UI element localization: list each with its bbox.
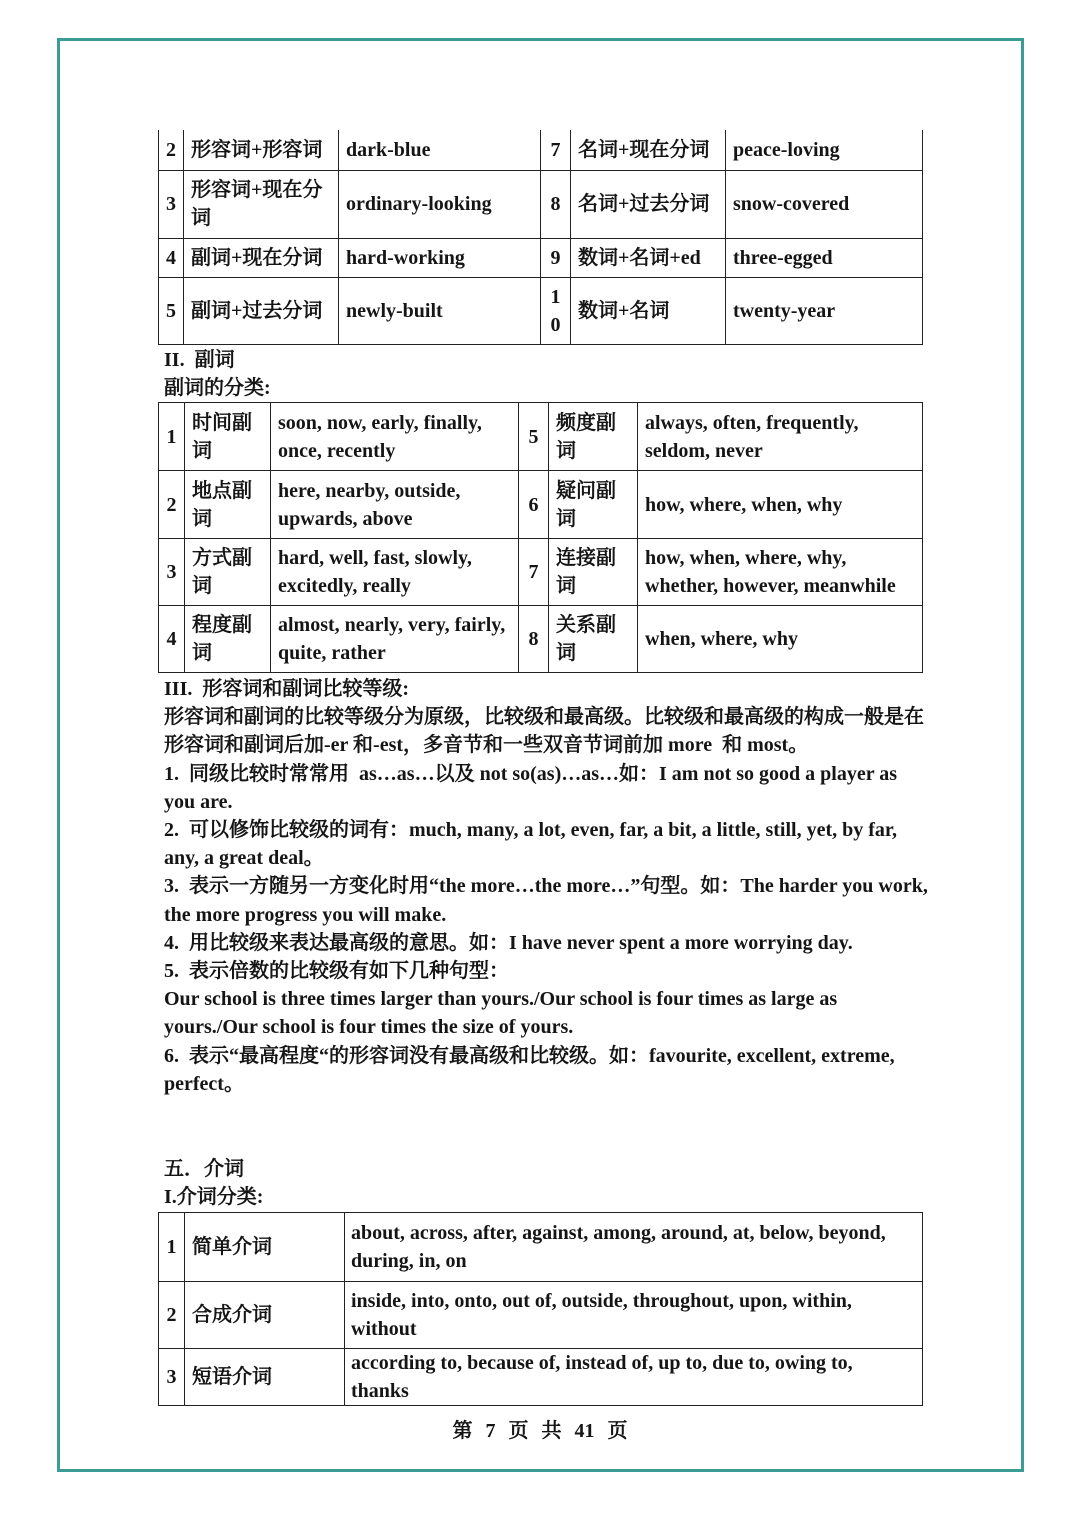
adverb-category: 关系副词	[549, 606, 638, 673]
subheading-preposition-classification: I.介词分类:	[164, 1186, 264, 1208]
preposition-classification-table	[158, 1212, 923, 1406]
row-number: 4	[159, 238, 184, 277]
table-row	[159, 277, 923, 344]
compound-example: hard-working	[339, 238, 541, 277]
adverb-category: 程度副词	[185, 606, 271, 673]
adverb-examples: always, often, frequently, seldom, never	[638, 403, 923, 471]
subheading-adverb-classification: 副词的分类:	[164, 377, 271, 399]
row-number: 1	[159, 1213, 185, 1282]
row-number: 7	[541, 130, 571, 170]
comparison-text-line: perfect。	[164, 1072, 244, 1095]
table-row	[159, 1213, 923, 1282]
compound-example: newly-built	[339, 277, 541, 344]
adverb-category: 疑问副词	[549, 471, 638, 539]
compound-example: peace-loving	[726, 130, 923, 170]
comparison-text-line: 1. 同级比较时常常用 as…as…以及 not so(as)…as…如：I am not so good a player as	[164, 762, 898, 785]
table-row	[159, 539, 923, 606]
row-number: 3	[159, 170, 184, 238]
table-row	[159, 170, 923, 238]
row-number: 3	[159, 539, 185, 606]
adverb-category: 时间副词	[185, 403, 271, 471]
row-number: 1	[159, 403, 185, 471]
table-row	[159, 1282, 923, 1349]
row-number: 4	[159, 606, 185, 673]
row-number: 2	[159, 130, 184, 170]
compound-example: twenty-year	[726, 277, 923, 344]
compound-type: 形容词+现在分词	[184, 170, 339, 238]
compound-type: 数词+名词+ed	[571, 238, 726, 277]
section-heading-prepositions: 五．介词	[164, 1158, 244, 1180]
comparison-section	[164, 675, 928, 1098]
row-number: 2	[159, 1282, 185, 1349]
compound-adjective-table	[158, 130, 923, 345]
section-heading-adverbs: II. 副词	[164, 349, 235, 371]
comparison-text-line: any, a great deal。	[164, 847, 324, 870]
adverb-examples: when, where, why	[638, 606, 923, 673]
comparison-text-line: 2. 可以修饰比较级的词有：much, many, a lot, even, far, a bit, a little, still, yet, by far,	[164, 819, 897, 842]
table-row	[159, 130, 923, 170]
adverb-classification-table	[158, 402, 923, 673]
comparison-text-line: 6. 表示“最高程度“的形容词没有最高级和比较级。如：favourite, excellent, extreme,	[164, 1044, 895, 1067]
adverb-examples: soon, now, early, finally, once, recently	[271, 403, 519, 471]
compound-type: 形容词+形容词	[184, 130, 339, 170]
table-row	[159, 471, 923, 539]
compound-type: 副词+过去分词	[184, 277, 339, 344]
preposition-examples: inside, into, onto, out of, outside, throughout, upon, within, without	[345, 1282, 923, 1349]
adverb-examples: almost, nearly, very, fairly, quite, rather	[271, 606, 519, 673]
compound-type: 副词+现在分词	[184, 238, 339, 277]
preposition-examples: about, across, after, against, among, around, at, below, beyond, during, in, on	[345, 1213, 923, 1282]
row-number: 3	[159, 1349, 185, 1406]
preposition-category: 合成介词	[185, 1282, 345, 1349]
comparison-text-line: 形容词和副词后加-er 和-est，多音节和一些双音节词前加 more 和 most。	[164, 734, 809, 757]
preposition-category: 短语介词	[185, 1349, 345, 1406]
row-number: 8	[541, 170, 571, 238]
adverb-category: 连接副词	[549, 539, 638, 606]
comparison-text-line: 5. 表示倍数的比较级有如下几种句型：	[164, 960, 509, 983]
comparison-text-line: the more progress you will make.	[164, 903, 447, 926]
table-row	[159, 1349, 923, 1406]
row-number: 8	[519, 606, 549, 673]
preposition-examples: according to, because of, instead of, up to, due to, owing to, thanks	[345, 1349, 923, 1406]
compound-example: dark-blue	[339, 130, 541, 170]
table-row	[159, 238, 923, 277]
table-row	[159, 403, 923, 471]
adverb-examples: how, where, when, why	[638, 471, 923, 539]
comparison-text-line: you are.	[164, 790, 233, 813]
adverb-examples: here, nearby, outside, upwards, above	[271, 471, 519, 539]
comparison-text-line: 3. 表示一方随另一方变化时用“the more…the more…”句型。如：The harder you work,	[164, 875, 928, 898]
row-number: 10	[541, 277, 571, 344]
compound-type: 名词+现在分词	[571, 130, 726, 170]
compound-example: ordinary-looking	[339, 170, 541, 238]
comparison-text-line: yours./Our school is four times the size of yours.	[164, 1016, 574, 1039]
table-row	[159, 606, 923, 673]
compound-type: 名词+过去分词	[571, 170, 726, 238]
compound-type: 数词+名词	[571, 277, 726, 344]
adverb-examples: how, when, where, why, whether, however, meanwhile	[638, 539, 923, 606]
adverb-examples: hard, well, fast, slowly, excitedly, really	[271, 539, 519, 606]
compound-example: three-egged	[726, 238, 923, 277]
preposition-category: 简单介词	[185, 1213, 345, 1282]
comparison-text-line: 4. 用比较级来表达最高级的意思。如：I have never spent a more worrying day.	[164, 931, 853, 954]
section-heading-comparison: III. 形容词和副词比较等级:	[164, 678, 410, 700]
adverb-category: 地点副词	[185, 471, 271, 539]
compound-example: snow-covered	[726, 170, 923, 238]
row-number: 5	[519, 403, 549, 471]
adverb-category: 方式副词	[185, 539, 271, 606]
comparison-text-line: Our school is three times larger than yours./Our school is four times as large as	[164, 988, 838, 1011]
row-number: 7	[519, 539, 549, 606]
adverb-category: 频度副词	[549, 403, 638, 471]
row-number: 9	[541, 238, 571, 277]
row-number: 5	[159, 277, 184, 344]
row-number: 2	[159, 471, 185, 539]
comparison-text-line: 形容词和副词的比较等级分为原级，比较级和最高级。比较级和最高级的构成一般是在	[164, 706, 924, 729]
row-number: 6	[519, 471, 549, 539]
page-footer: 第 7 页 共 41 页	[452, 1420, 628, 1442]
